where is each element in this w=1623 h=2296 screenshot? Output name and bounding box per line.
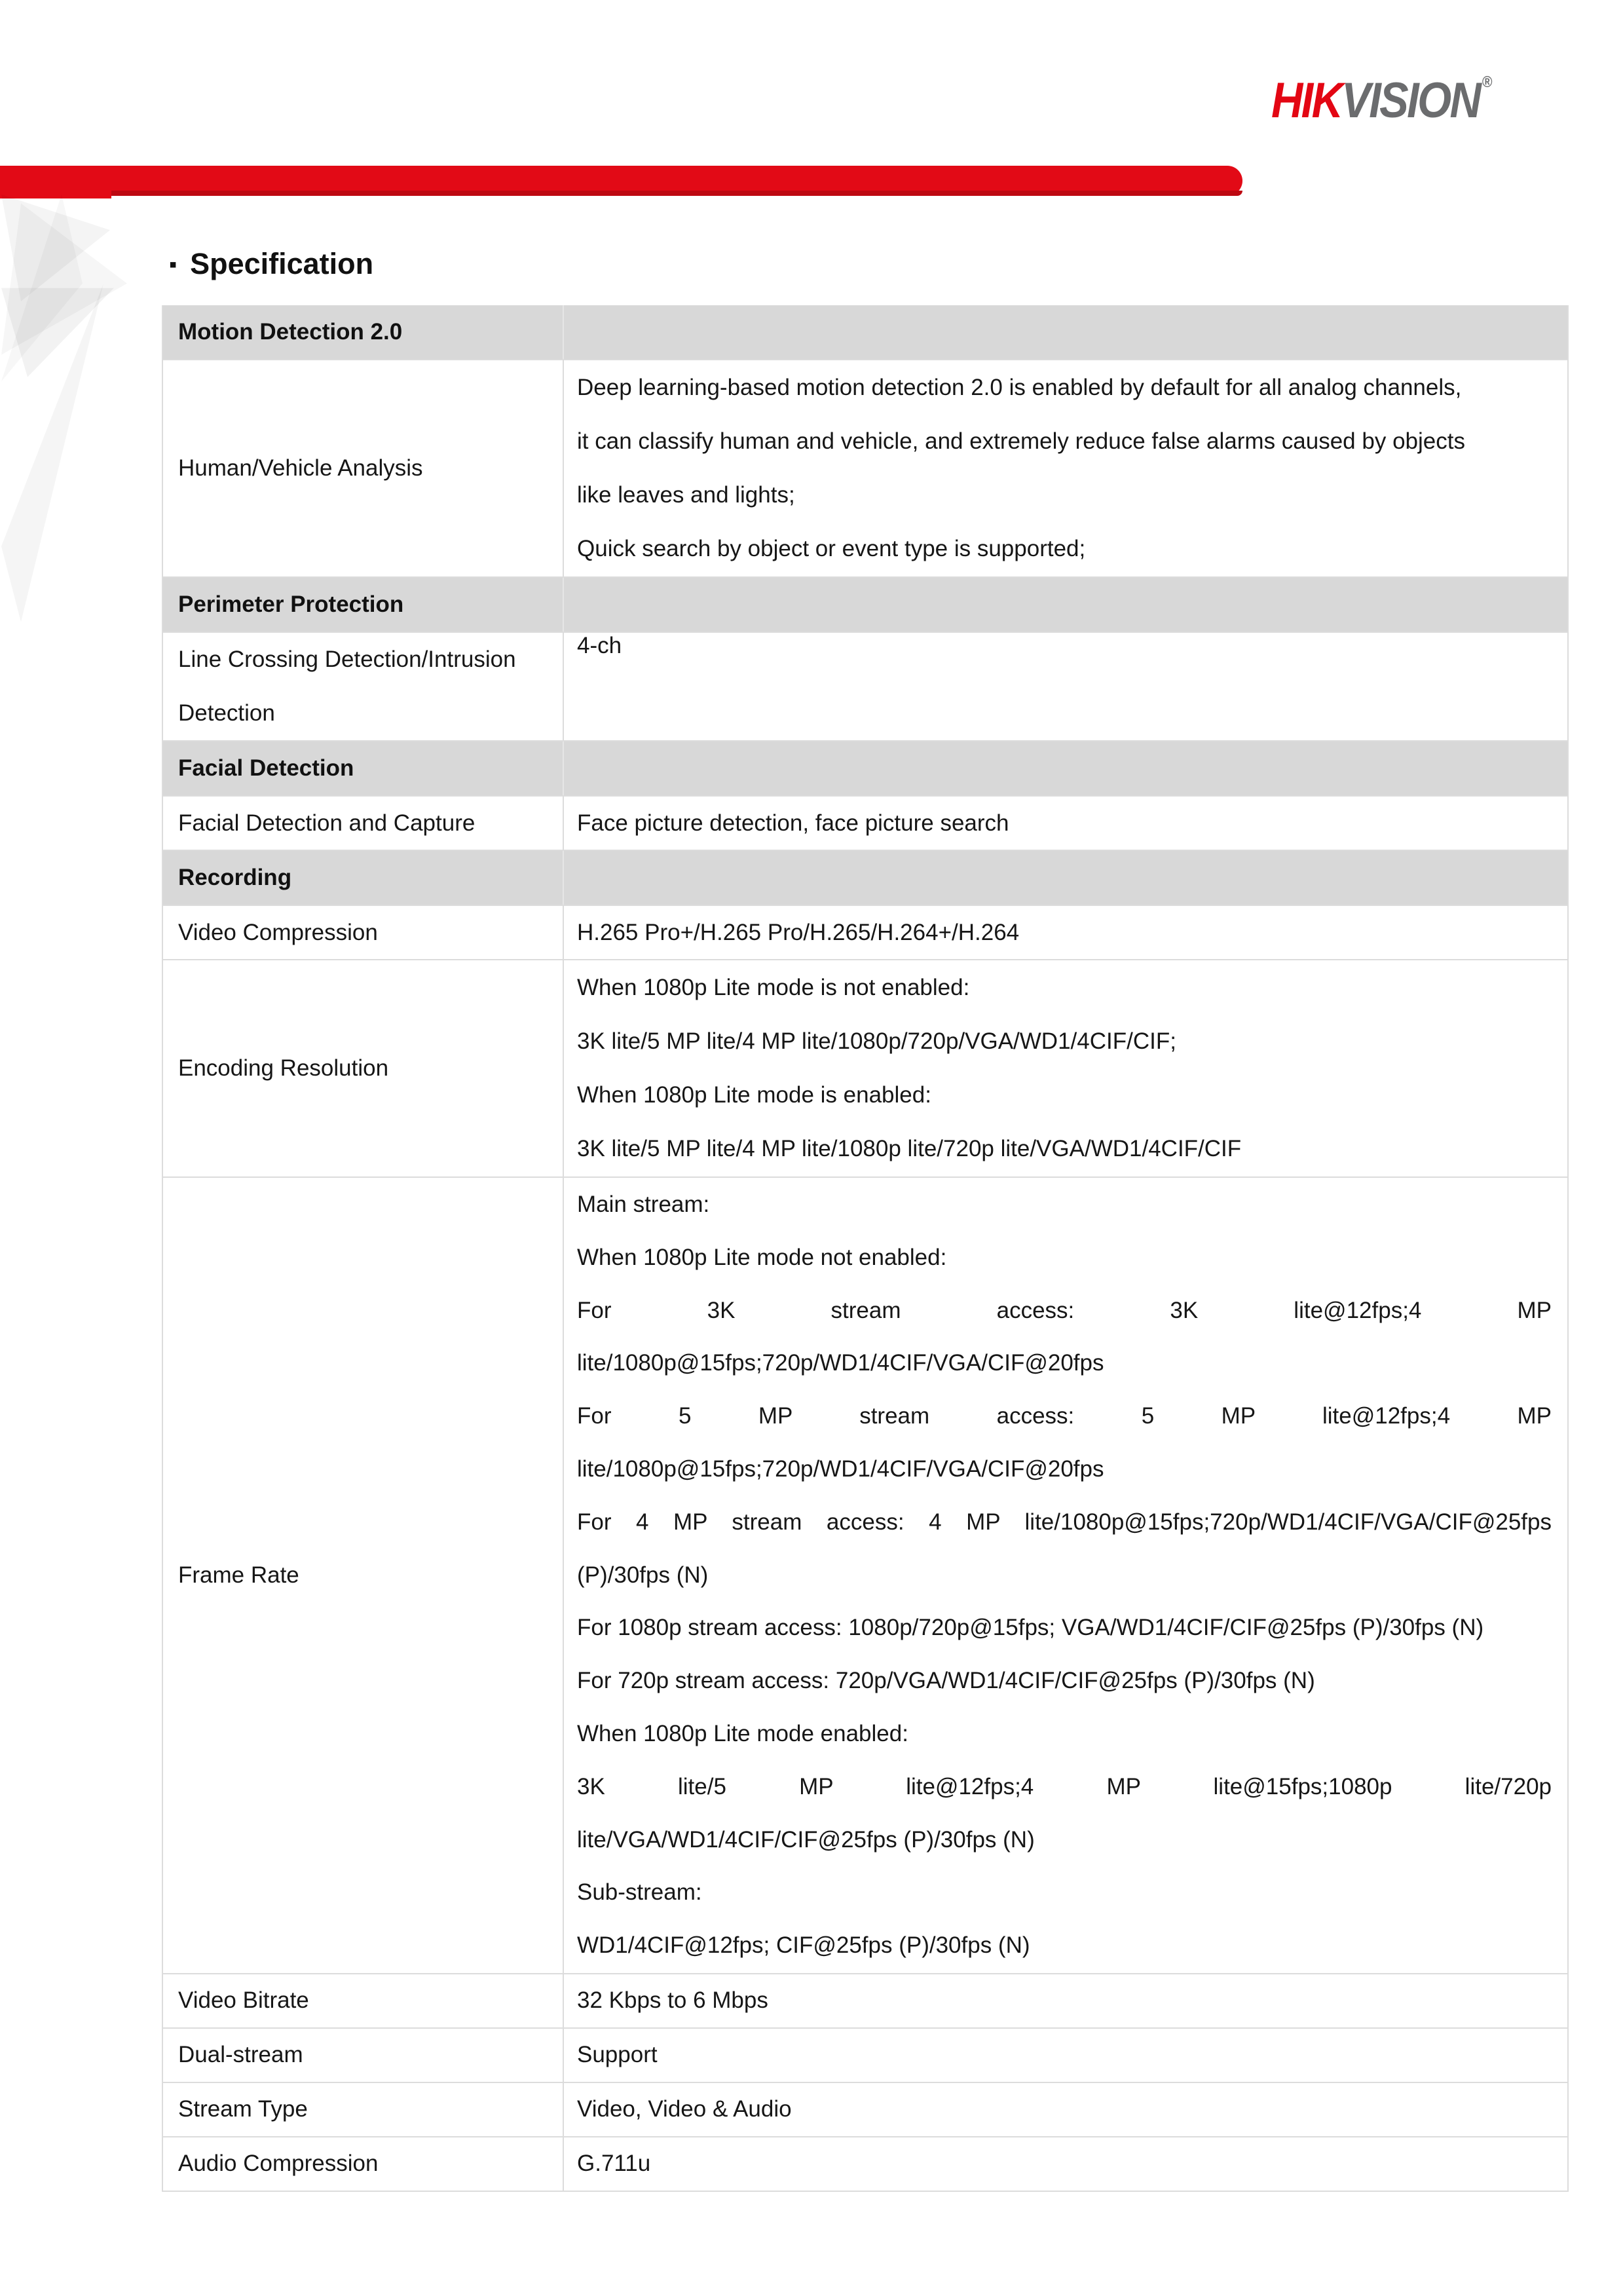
spec-label-cell	[163, 1178, 563, 1973]
spec-value-line: For 4 MP stream access: 4 MP lite/1080p@15fps;720p/WD1/4CIF/VGA/CIF@25fps	[577, 1509, 1552, 1535]
spec-value-cell	[563, 960, 1567, 1176]
spec-label: Video Bitrate	[178, 1987, 309, 2014]
watermark-arrow-graphic	[0, 190, 131, 635]
section-title: Recording	[178, 865, 292, 890]
table-row-dual-stream	[163, 2029, 1567, 2083]
spec-value-line: When 1080p Lite mode is enabled:	[577, 1082, 931, 1108]
section-header-motion-detection	[163, 305, 1567, 360]
section-title: Perimeter Protection	[178, 592, 404, 617]
spec-value-line: Main stream:	[577, 1192, 710, 1217]
logo-hik-text: HIK	[1271, 73, 1342, 128]
spec-label-cell	[163, 633, 563, 740]
spec-label-cell	[163, 2137, 563, 2191]
table-row-encoding-resolution	[163, 960, 1567, 1178]
spec-value-line: Deep learning-based motion detection 2.0 is enabled by default for all analog channels,	[577, 375, 1462, 400]
spec-value-cell	[563, 633, 1567, 740]
spec-label-cell	[163, 906, 563, 959]
spec-value: G.711u	[577, 2151, 651, 2177]
heading-bullet-icon: ▪	[169, 252, 177, 277]
spec-value-line: When 1080p Lite mode not enabled:	[577, 1244, 947, 1270]
spec-value-line: 3K lite/5 MP lite/4 MP lite/1080p/720p/VGA/WD1/4CIF/CIF;	[577, 1028, 1176, 1054]
spec-value-line: lite/1080p@15fps;720p/WD1/4CIF/VGA/CIF@20fps	[577, 1456, 1104, 1482]
spec-value-line: When 1080p Lite mode enabled:	[577, 1720, 908, 1746]
spec-value-cell	[563, 906, 1567, 959]
spec-value-line: 3K lite/5 MP lite/4 MP lite/1080p lite/720p lite/VGA/WD1/4CIF/CIF	[577, 1136, 1242, 1161]
spec-label-line: Line Crossing Detection/Intrusion	[178, 647, 516, 672]
spec-value: H.265 Pro+/H.265 Pro/H.265/H.264+/H.264	[577, 919, 1020, 945]
spec-label: Audio Compression	[178, 2151, 379, 2177]
header-red-bar-shadow	[111, 191, 1242, 196]
spec-value: Support	[577, 2042, 658, 2068]
logo-registered-icon: ®	[1482, 73, 1492, 91]
table-row-frame-rate	[163, 1178, 1567, 1974]
spec-label-cell	[163, 1974, 563, 2027]
spec-label-line: Detection	[178, 700, 275, 726]
spec-value-cell	[563, 797, 1567, 850]
spec-value-line: When 1080p Lite mode is not enabled:	[577, 975, 970, 1000]
page-heading	[169, 244, 373, 284]
spec-value-line: For 5 MP stream access: 5 MP lite@12fps;4 MP	[577, 1403, 1552, 1429]
spec-value-cell	[563, 2029, 1567, 2082]
page-title: Specification	[190, 247, 374, 280]
spec-label: Human/Vehicle Analysis	[178, 455, 423, 481]
spec-label: Dual-stream	[178, 2042, 303, 2068]
spec-value-line: lite/1080p@15fps;720p/WD1/4CIF/VGA/CIF@20fps	[577, 1350, 1104, 1376]
spec-value-line: Quick search by object or event type is supported;	[577, 536, 1086, 561]
watermark-triangle	[0, 190, 131, 635]
section-header-perimeter-protection	[163, 578, 1567, 633]
spec-value-cell	[563, 2137, 1567, 2191]
spec-value: Video, Video & Audio	[577, 2096, 792, 2122]
spec-label: Stream Type	[178, 2096, 308, 2122]
table-row-video-bitrate	[163, 1974, 1567, 2029]
spec-value-line: For 720p stream access: 720p/VGA/WD1/4CIF/CIF@25fps (P)/30fps (N)	[577, 1668, 1315, 1694]
specification-table	[162, 305, 1569, 2192]
watermark-triangle	[0, 190, 131, 635]
spec-value-line: For 3K stream access: 3K lite@12fps;4 MP	[577, 1297, 1552, 1323]
spec-value-line: like leaves and lights;	[577, 482, 795, 508]
spec-value-cell	[563, 1178, 1567, 1973]
spec-label-cell	[163, 360, 563, 576]
spec-label-cell	[163, 797, 563, 850]
section-header-facial-detection	[163, 742, 1567, 797]
spec-label-cell	[163, 2029, 563, 2082]
spec-value: 32 Kbps to 6 Mbps	[577, 1987, 768, 2014]
logo-vision-text: VISION	[1341, 73, 1480, 128]
spec-value-line: 3K lite/5 MP lite@12fps;4 MP lite@15fps;1080p lite/720p	[577, 1773, 1552, 1799]
spec-value-line: it can classify human and vehicle, and extremely reduce false alarms caused by objects	[577, 428, 1465, 454]
spec-label: Frame Rate	[178, 1562, 299, 1588]
table-row-audio-compression	[163, 2137, 1567, 2192]
spec-label: Encoding Resolution	[178, 1055, 389, 1081]
spec-value-line: WD1/4CIF@12fps; CIF@25fps (P)/30fps (N)	[577, 1932, 1030, 1959]
header-red-bar-left-notch	[0, 166, 111, 198]
spec-label: Video Compression	[178, 919, 378, 945]
watermark-triangle	[0, 190, 131, 635]
spec-value-line: For 1080p stream access: 1080p/720p@15fps; VGA/WD1/4CIF/CIF@25fps (P)/30fps (N)	[577, 1615, 1484, 1641]
table-row-line-crossing	[163, 633, 1567, 742]
spec-label-cell	[163, 960, 563, 1176]
section-title: Facial Detection	[178, 755, 354, 781]
table-row-stream-type	[163, 2083, 1567, 2137]
watermark-triangle-tail	[0, 190, 131, 635]
spec-label: Facial Detection and Capture	[178, 810, 476, 836]
spec-value: 4-ch	[577, 633, 622, 658]
table-row-video-compression	[163, 906, 1567, 960]
spec-value-cell	[563, 2083, 1567, 2136]
table-row-human-vehicle-analysis	[163, 360, 1567, 578]
section-title: Motion Detection 2.0	[178, 319, 403, 345]
spec-value: Face picture detection, face picture search	[577, 810, 1009, 836]
header-red-bar	[0, 166, 1242, 196]
hikvision-logo	[1271, 72, 1492, 129]
spec-value-line: (P)/30fps (N)	[577, 1562, 709, 1588]
table-row-facial-detection-capture	[163, 797, 1567, 851]
spec-value-cell	[563, 360, 1567, 576]
spec-label-cell	[163, 2083, 563, 2136]
spec-value-line: lite/VGA/WD1/4CIF/CIF@25fps (P)/30fps (N)	[577, 1826, 1035, 1853]
spec-value-line: Sub-stream:	[577, 1879, 702, 1906]
spec-value-cell	[563, 1974, 1567, 2027]
section-header-recording	[163, 851, 1567, 906]
watermark-triangle	[0, 190, 131, 635]
